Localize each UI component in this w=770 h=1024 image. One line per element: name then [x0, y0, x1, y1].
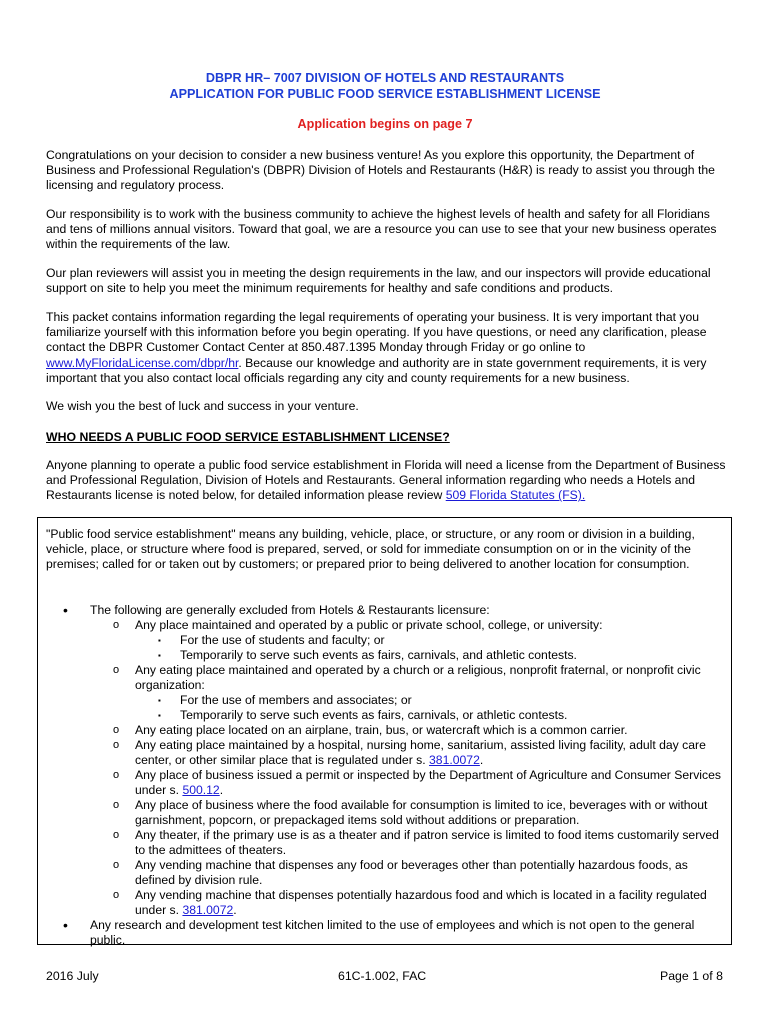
list-item	[46, 798, 726, 828]
square-bullet-icon: ▪	[158, 711, 161, 720]
paragraph-packet-info	[46, 310, 726, 386]
list-item	[46, 918, 726, 948]
list-item-text: Temporarily to serve such events as fairs, carnivals, or athletic contests.	[180, 708, 568, 722]
list-item-text: Any eating place maintained and operated by a church or a religious, nonprofit fraternal, or nonprofit civic organization:	[135, 663, 701, 692]
bullet-icon: •	[63, 602, 68, 618]
list-item-text: Temporarily to serve such events as fairs, carnivals, and athletic contests.	[180, 648, 577, 662]
packet-info-text-cont: . Because our knowledge and authority are in state government requirements, it is very important that you also contact local officials regarding any city and county requirements for a new business.	[46, 355, 707, 385]
list-item-text: .	[219, 783, 224, 797]
bullet-icon: •	[63, 917, 68, 933]
footer-page-number: Page 1 of 8	[660, 969, 723, 983]
definition-text: "Public food service establishment" means any building, vehicle, place, or structure, or any room or division in a building, vehicle, place, or structure where food is prepared, served, or sold for immediate consumption on or in the vicinity of the premises; called for or taken out by customers; or prepared prior to being delivered to another location for consumption.	[46, 527, 695, 572]
list-item-text: Any eating place located on an airplane, train, bus, or watercraft which is a common carrier.	[135, 723, 628, 737]
footer-rule-code: 61C-1.002, FAC	[338, 969, 427, 983]
statute-381-0072-link[interactable]: 381.0072	[182, 903, 234, 917]
circle-bullet-icon: o	[113, 724, 120, 736]
list-item	[46, 708, 726, 723]
list-item-text: Any place maintained and operated by a public or private school, college, or university:	[135, 618, 603, 632]
list-item	[46, 648, 726, 663]
statute-381-0072-link[interactable]: 381.0072	[429, 753, 480, 767]
list-item	[46, 858, 726, 888]
list-item	[46, 723, 726, 738]
square-bullet-icon: ▪	[158, 696, 161, 705]
section-heading: WHO NEEDS A PUBLIC FOOD SERVICE ESTABLISHMENT LICENSE?	[46, 430, 450, 444]
statute-500-12-link[interactable]: 500.12	[182, 783, 220, 797]
exclusion-list	[46, 603, 726, 948]
circle-bullet-icon: o	[113, 664, 120, 676]
circle-bullet-icon: o	[113, 769, 120, 781]
list-item	[46, 693, 726, 708]
list-item	[46, 738, 726, 768]
square-bullet-icon: ▪	[158, 636, 161, 645]
circle-bullet-icon: o	[113, 619, 120, 631]
packet-info-text: This packet contains information regarding the legal requirements of operating your business. It is very important that you familiarize yourself with this information before you begin operating. If you have questions, or need any clarification, please contact the DBPR Customer Contact Center at 850.487.1395 Monday through Friday or go online to	[46, 310, 707, 355]
list-item-text: Any place of business issued a permit or inspected by the Department of Agriculture and Consumer Services under s.	[135, 768, 721, 797]
list-item-text: Any theater, if the primary use is as a theater and if patron service is limited to food items customarily served to the admittees of theaters.	[135, 828, 719, 857]
paragraph-best-wishes: We wish you the best of luck and success in your venture.	[46, 399, 359, 413]
list-item	[46, 888, 726, 918]
circle-bullet-icon: o	[113, 859, 120, 871]
list-item-text: .	[233, 903, 237, 917]
circle-bullet-icon: o	[113, 829, 120, 841]
list-item	[46, 618, 726, 633]
circle-bullet-icon: o	[113, 889, 120, 901]
list-item-text: For the use of members and associates; or	[180, 693, 412, 707]
circle-bullet-icon: o	[113, 739, 120, 751]
list-item-text: Any vending machine that dispenses potentially hazardous food and which is located in a facility regulated under s.	[135, 888, 707, 917]
florida-statutes-link[interactable]: 509 Florida Statutes (FS).	[445, 488, 586, 503]
application-begins-note: Application begins on page 7	[297, 117, 473, 131]
list-item	[46, 828, 726, 858]
list-item-text: The following are generally excluded from Hotels & Restaurants licensure:	[90, 603, 490, 617]
list-item-text: Any vending machine that dispenses any food or beverages other than potentially hazardous foods, as defined by division rule.	[135, 858, 688, 887]
header-title-line1: DBPR HR– 7007 DIVISION OF HOTELS AND RESTAURANTS	[205, 71, 565, 85]
document-header	[0, 70, 770, 102]
paragraph-who-needs	[46, 458, 726, 504]
list-item-text: Any research and development test kitchen limited to the use of employees and which is not open to the general public.	[90, 918, 695, 947]
list-item-text: For the use of students and faculty; or	[180, 633, 385, 647]
paragraph-plan-reviewers: Our plan reviewers will assist you in meeting the design requirements in the law, and our inspectors will provide educational support on site to help you meet the minimum requirements for healthy and safe conditions and products.	[46, 266, 711, 296]
dbpr-website-link[interactable]: www.MyFloridaLicense.com/dbpr/hr	[46, 355, 239, 370]
who-needs-text: Anyone planning to operate a public food service establishment in Florida will need a license from the Department of Business and Professional Regulation, Division of Hotels and Restaurants. General information regarding who needs a Hotels and Restaurants license is noted below, for detailed information please review	[46, 458, 726, 503]
header-title-line2: APPLICATION FOR PUBLIC FOOD SERVICE ESTABLISHMENT LICENSE	[169, 87, 601, 101]
list-item	[46, 633, 726, 648]
list-item	[46, 663, 726, 693]
circle-bullet-icon: o	[113, 799, 120, 811]
list-item-text: Any place of business where the food available for consumption is limited to ice, beverages with or without garnishment, popcorn, or prepackaged items sold without additions or preparation.	[135, 798, 708, 827]
list-item	[46, 603, 726, 618]
list-item-text: .	[479, 753, 484, 767]
paragraph-congratulations: Congratulations on your decision to consider a new business venture! As you explore this opportunity, the Department of Business and Professional Regulation's (DBPR) Division of Hotels and Restaurants (H&R) is ready to assist you through the licensing and regulatory process.	[46, 148, 715, 193]
list-item	[46, 768, 726, 798]
paragraph-responsibility: Our responsibility is to work with the business community to achieve the highest levels of health and safety for all Floridians and tens of millions annual visitors. Toward that goal, we are a resource you can use to see that your new business operates within the requirements of the law.	[46, 207, 717, 252]
footer-date: 2016 July	[46, 969, 99, 983]
square-bullet-icon: ▪	[158, 651, 161, 660]
list-item-text: Any eating place maintained by a hospital, nursing home, sanitarium, assisted living facility, adult day care center, or other similar place that is regulated under s.	[135, 738, 706, 767]
